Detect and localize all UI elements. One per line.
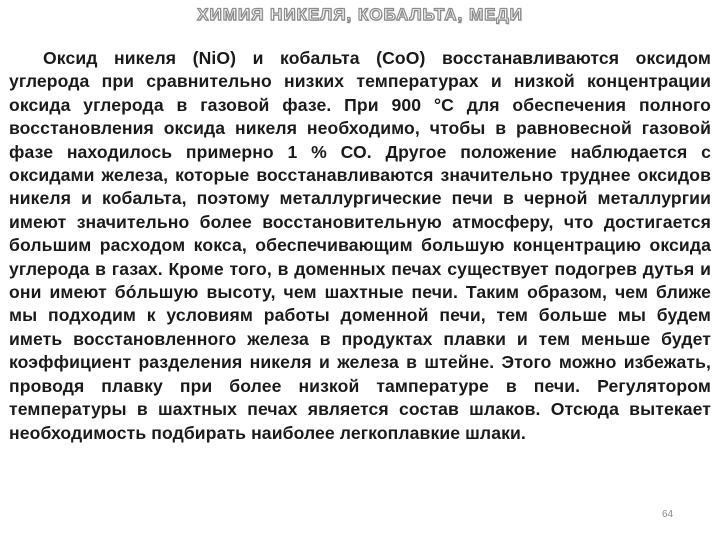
body-paragraph: Оксид никеля (NiO) и кобальта (CoO) восстанавливаются оксидом углерода при сравнительно низких температурах и низкой концентрации оксида углерода в газовой фазе. При 900 °С для обеспечения полного восстановления оксида никеля необходимо, чтобы в равновесной газовой фазе находилось примерно 1 % СО. Другое положение наблюдается с оксидами железа, которые восстанавливаются значительно труднее оксидов никеля и кобальта, поэтому металлургические печи в черной металлургии имеют значительно более восстановительную атмосферу, что достигается большим расходом кокса, обеспечивающим большую концентрацию оксида углерода в газах. Кроме того, в доменных печах существует подогрев дутья и они имеют бóльшую высоту, чем шахтные печи. Таким образом, чем ближе мы подходим к условиям работы доменной печи, тем больше мы будем иметь восстановленного железа в продуктах плавки и тем меньше будет коэффициент разделения никеля и железа в штейне. Этого можно избежать, проводя плавку при более низкой тампературе в печи. Регулятором температуры в шахтных печах является состав шлаков. Отсюда вытекает необходимость подбирать наиболее легкоплавкие шлаки. — [9, 48, 711, 443]
page-number: 64 — [662, 509, 674, 520]
slide-title: ХИМИЯ НИКЕЛЯ, КОБАЛЬТА, МЕДИ — [197, 5, 523, 24]
